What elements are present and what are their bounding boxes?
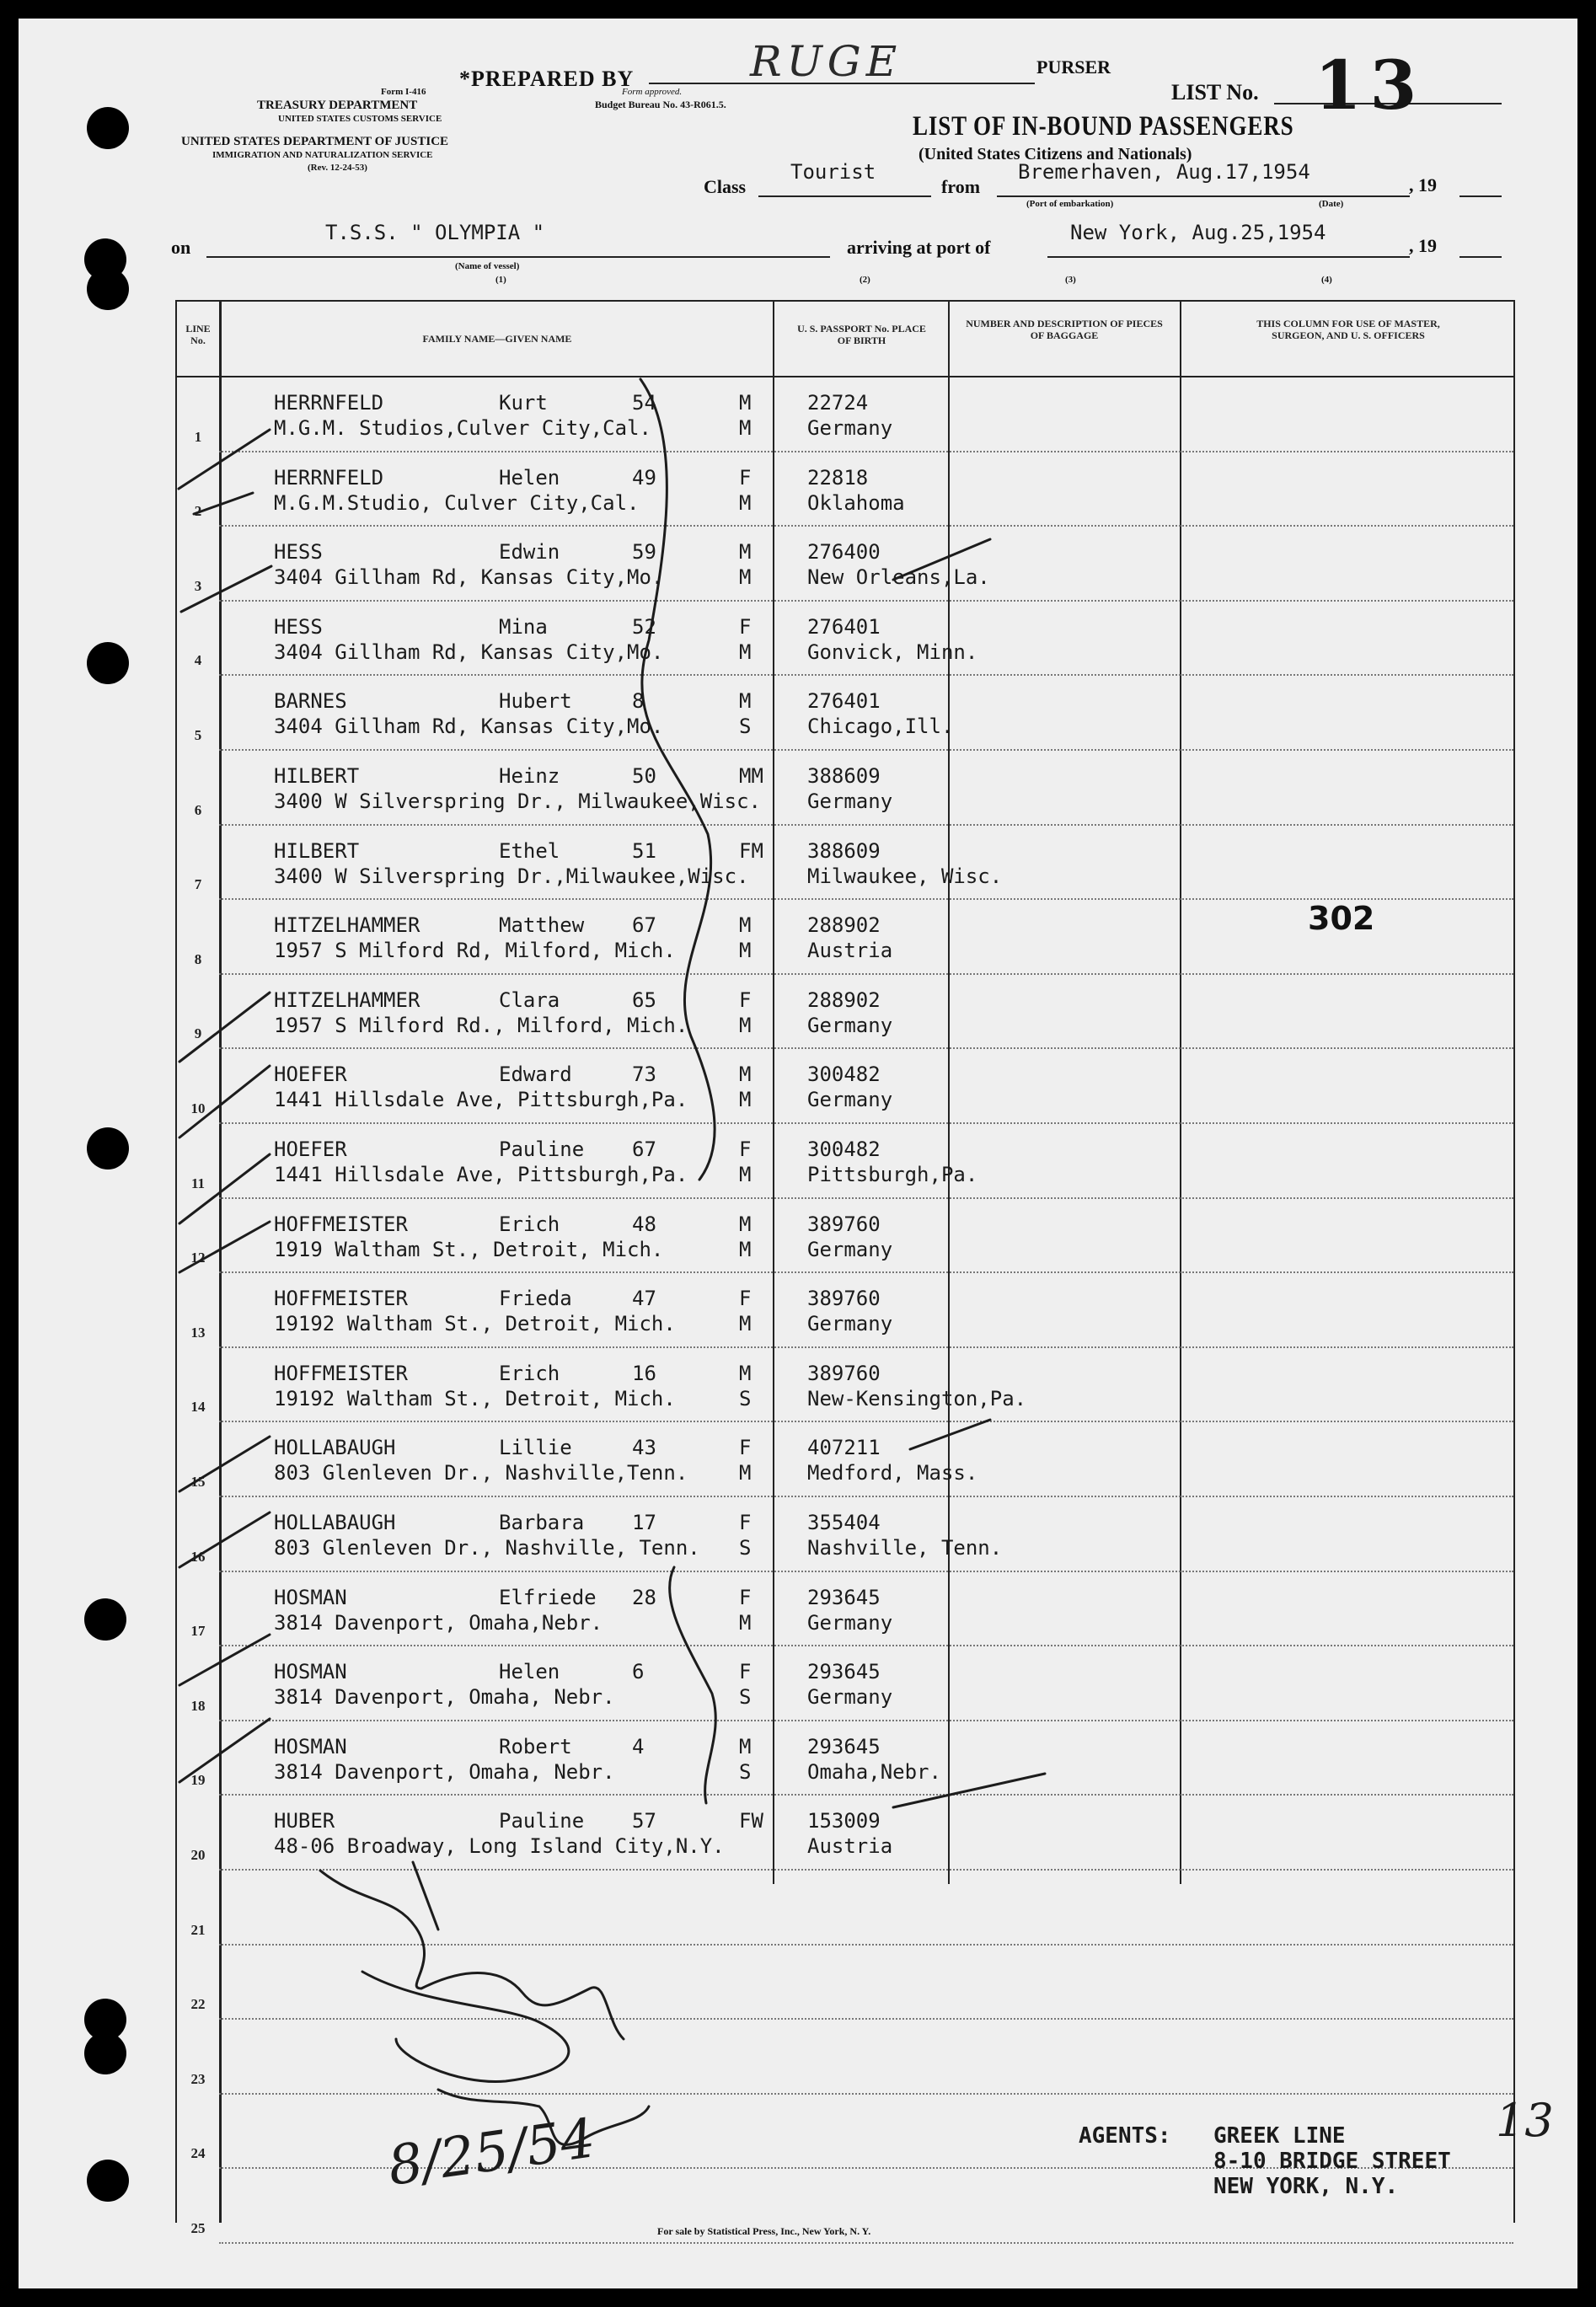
line-number: 2	[194, 503, 202, 520]
vessel-value: T.S.S. " OLYMPIA "	[325, 221, 545, 244]
customs-service: UNITED STATES CUSTOMS SERVICE	[278, 114, 442, 124]
passenger-birthplace: Pittsburgh,Pa.	[807, 1163, 978, 1186]
passenger-family: HESS	[274, 614, 323, 639]
passenger-birthplace: Omaha,Nebr.	[807, 1759, 941, 1784]
line-number: 14	[190, 1399, 206, 1416]
passenger-age: 17	[632, 1511, 656, 1534]
line-number: 21	[190, 1921, 206, 1938]
passenger-age: 8	[632, 689, 645, 714]
passenger-passport: 22724	[807, 391, 869, 415]
passenger-address: 19192 Waltham St., Detroit, Mich.	[274, 1312, 676, 1336]
line-number: 16	[190, 1548, 206, 1565]
handwritten-date: 8/25/54	[384, 2107, 599, 2198]
row-divider	[219, 1047, 1513, 1049]
date-label: (Date)	[1319, 199, 1344, 209]
line-number: 4	[194, 652, 202, 669]
passenger-age: 73	[632, 1063, 656, 1087]
passenger-birthplace: Germany	[807, 790, 893, 813]
treasury-dept: TREASURY DEPARTMENT	[257, 99, 418, 112]
passenger-given: Hubert	[499, 689, 572, 714]
passenger-birthplace: Germany	[807, 1088, 893, 1112]
passenger-birthplace: Germany	[807, 1610, 893, 1635]
list-no-value: 13	[1315, 45, 1426, 125]
row-divider	[219, 1944, 1513, 1946]
arriving-value: New York, Aug.25,1954	[1070, 221, 1326, 244]
class-value: Tourist	[790, 160, 876, 184]
passenger-given: Lillie	[499, 1436, 572, 1460]
row-divider	[219, 600, 1513, 602]
row-divider	[219, 2018, 1513, 2020]
year-line-2	[1459, 256, 1502, 258]
passenger-status: M	[739, 1312, 752, 1336]
table-header-border	[175, 376, 1515, 377]
line-number: 15	[190, 1474, 206, 1490]
header-officers: THIS COLUMN FOR USE OF MASTER, SURGEON, AND U. S. OFFICERS	[1256, 318, 1440, 341]
passenger-given: Mina	[499, 614, 548, 639]
passenger-sex: F	[739, 1585, 752, 1609]
officer-stamp: 302	[1308, 900, 1375, 937]
line-number: 5	[194, 727, 202, 743]
passenger-age: 4	[632, 1734, 645, 1758]
line-number: 24	[190, 2145, 206, 2162]
passenger-given: Helen	[499, 465, 560, 490]
passenger-given: Barbara	[499, 1511, 585, 1534]
line-number: 17	[190, 1623, 206, 1640]
document-subtitle: (United States Citizens and Nationals)	[919, 145, 1192, 163]
passenger-passport: 300482	[807, 1063, 881, 1087]
passenger-given: Matthew	[499, 913, 585, 938]
passenger-family: HOSMAN	[274, 1734, 347, 1758]
passenger-passport: 389760	[807, 1212, 881, 1236]
row-divider	[219, 1720, 1513, 1721]
line-number: 23	[190, 2070, 206, 2087]
passenger-family: HERRNFELD	[274, 465, 384, 490]
line-number: 10	[190, 1100, 206, 1116]
passenger-sex: F	[739, 988, 752, 1012]
passenger-given: Edwin	[499, 540, 560, 565]
immigration-service: IMMIGRATION AND NATURALIZATION SERVICE	[212, 150, 433, 160]
table-top-border	[175, 300, 1515, 302]
binder-hole	[87, 642, 129, 684]
passenger-sex: M	[739, 1734, 752, 1758]
passenger-address: 48-06 Broadway, Long Island City,N.Y.	[274, 1834, 725, 1859]
passenger-address: 1957 S Milford Rd, Milford, Mich.	[274, 939, 676, 963]
passenger-address: 3400 W Silverspring Dr.,Milwaukee,Wisc.	[274, 864, 749, 888]
line-number: 12	[190, 1250, 206, 1266]
passenger-family: HOFFMEISTER	[274, 1361, 408, 1385]
passenger-age: 16	[632, 1361, 656, 1385]
year-prefix-2: , 19	[1409, 235, 1437, 256]
passenger-birthplace: New-Kensington,Pa.	[807, 1386, 1027, 1410]
passenger-sex: M	[739, 1212, 752, 1236]
col-divider-line-no	[219, 300, 222, 2223]
list-no-label: LIST No.	[1171, 80, 1259, 104]
passenger-passport: 276400	[807, 540, 881, 565]
agents-label: AGENTS:	[1079, 2123, 1171, 2149]
binder-hole	[87, 1127, 129, 1170]
passenger-sex: F	[739, 614, 752, 639]
passenger-sex: F	[739, 1660, 752, 1684]
passenger-address: 803 Glenleven Dr., Nashville, Tenn.	[274, 1536, 700, 1560]
passenger-passport: 300482	[807, 1137, 881, 1161]
passenger-status: M	[739, 1088, 752, 1112]
header-name: FAMILY NAME—GIVEN NAME	[422, 333, 572, 345]
passenger-family: HOLLABAUGH	[274, 1511, 396, 1534]
passenger-family: HOLLABAUGH	[274, 1436, 396, 1460]
passenger-family: HOFFMEISTER	[274, 1287, 408, 1311]
binder-hole	[84, 1598, 126, 1641]
passenger-address: 803 Glenleven Dr., Nashville,Tenn.	[274, 1461, 688, 1485]
row-divider	[219, 1571, 1513, 1572]
passenger-sex: MM	[739, 764, 763, 788]
passenger-age: 51	[632, 838, 656, 863]
passenger-sex: M	[739, 1063, 752, 1087]
prepared-by-name: RUGE	[750, 37, 902, 86]
passenger-age: 6	[632, 1660, 645, 1684]
passenger-status: M	[739, 939, 752, 963]
agent-line-3: NEW YORK, N.Y.	[1213, 2174, 1399, 2199]
binder-hole	[87, 107, 129, 149]
passenger-passport: 388609	[807, 764, 881, 788]
passenger-family: HERRNFELD	[274, 391, 384, 415]
passenger-birthplace: Nashville, Tenn.	[807, 1536, 1003, 1560]
passenger-given: Pauline	[499, 1809, 585, 1833]
line-number: 8	[194, 950, 202, 967]
row-divider	[219, 973, 1513, 975]
port-embark-label: (Port of embarkation)	[1026, 199, 1114, 209]
passenger-status: S	[739, 1685, 752, 1710]
row-divider	[219, 1794, 1513, 1796]
line-number: 22	[190, 1996, 206, 2013]
passenger-status: S	[739, 1759, 752, 1784]
row-divider	[219, 824, 1513, 826]
passenger-address: 1919 Waltham St., Detroit, Mich.	[274, 1237, 664, 1261]
col-num-4: (4)	[1321, 275, 1332, 285]
vessel-col-num: (1)	[495, 275, 506, 285]
row-divider	[219, 2093, 1513, 2095]
row-divider	[219, 451, 1513, 452]
passenger-given: Edward	[499, 1063, 572, 1087]
passenger-status: M	[739, 640, 752, 664]
year-line-1	[1459, 195, 1502, 197]
passenger-birthplace: Germany	[807, 1013, 893, 1037]
passenger-passport: 288902	[807, 913, 881, 938]
passenger-sex: F	[739, 1137, 752, 1161]
passenger-passport: 407211	[807, 1436, 881, 1460]
line-number: 6	[194, 801, 202, 818]
row-divider	[219, 2242, 1513, 2244]
passenger-passport: 153009	[807, 1809, 881, 1833]
table-right-border	[1513, 300, 1515, 2223]
passenger-age: 49	[632, 465, 656, 490]
passenger-family: HOEFER	[274, 1063, 347, 1087]
passenger-age: 50	[632, 764, 656, 788]
passenger-passport: 276401	[807, 689, 881, 714]
passenger-sex: FM	[739, 838, 763, 863]
passenger-passport: 276401	[807, 614, 881, 639]
passenger-family: HITZELHAMMER	[274, 913, 420, 938]
page-mark: 13	[1496, 2094, 1554, 2147]
agent-line-1: GREEK LINE	[1213, 2123, 1346, 2149]
arriving-label: arriving at port of	[847, 237, 991, 258]
passenger-sex: F	[739, 1436, 752, 1460]
line-number: 20	[190, 1847, 206, 1863]
passenger-address: 3814 Davenport, Omaha, Nebr.	[274, 1685, 615, 1710]
passenger-address: 3404 Gillham Rd, Kansas City,Mo.	[274, 565, 664, 590]
passenger-status: S	[739, 1386, 752, 1410]
passenger-age: 47	[632, 1287, 656, 1311]
passenger-age: 43	[632, 1436, 656, 1460]
passenger-birthplace: New Orleans,La.	[807, 565, 990, 590]
passenger-address: 3400 W Silverspring Dr., Milwaukee,Wisc.	[274, 790, 761, 813]
line-number: 1	[194, 428, 202, 445]
from-value: Bremerhaven, Aug.17,1954	[1018, 160, 1310, 184]
row-divider	[219, 1869, 1513, 1871]
passenger-given: Heinz	[499, 764, 560, 788]
passenger-birthplace: Milwaukee, Wisc.	[807, 864, 1003, 888]
row-divider	[219, 749, 1513, 751]
passenger-passport: 389760	[807, 1287, 881, 1311]
passenger-family: HUBER	[274, 1809, 335, 1833]
passenger-birthplace: Germany	[807, 416, 893, 440]
binder-hole	[87, 268, 129, 310]
passenger-family: HILBERT	[274, 838, 360, 863]
passenger-address: 1441 Hillsdale Ave, Pittsburgh,Pa.	[274, 1088, 688, 1112]
row-divider	[219, 1346, 1513, 1348]
passenger-age: 52	[632, 614, 656, 639]
passenger-birthplace: Oklahoma	[807, 490, 905, 515]
line-number: 9	[194, 1025, 202, 1042]
prepared-by-label: *PREPARED BY	[459, 67, 635, 91]
passenger-address: 3814 Davenport, Omaha, Nebr.	[274, 1759, 615, 1784]
line-number: 25	[190, 2220, 206, 2236]
printer-credit: For sale by Statistical Press, Inc., New York, N. Y.	[657, 2225, 871, 2237]
passenger-family: HILBERT	[274, 764, 360, 788]
col-num-3: (3)	[1065, 275, 1076, 285]
line-number: 7	[194, 876, 202, 893]
passenger-family: HOSMAN	[274, 1585, 347, 1609]
passenger-birthplace: Austria	[807, 1834, 893, 1859]
passenger-sex: M	[739, 391, 752, 415]
passenger-sex: FW	[739, 1809, 763, 1833]
class-label: Class	[704, 176, 747, 197]
passenger-birthplace: Germany	[807, 1237, 893, 1261]
passenger-address: M.G.M. Studios,Culver City,Cal.	[274, 416, 651, 440]
header-baggage: NUMBER AND DESCRIPTION OF PIECES OF BAGGAGE	[966, 318, 1163, 341]
arriving-line	[1047, 256, 1410, 258]
row-divider	[219, 1122, 1513, 1124]
passenger-birthplace: Medford, Mass.	[807, 1461, 978, 1485]
passenger-passport: 22818	[807, 465, 869, 490]
passenger-address: 3404 Gillham Rd, Kansas City,Mo.	[274, 715, 664, 739]
passenger-age: 67	[632, 913, 656, 938]
passenger-family: HOSMAN	[274, 1660, 347, 1684]
passenger-status: M	[739, 1013, 752, 1037]
passenger-status: M	[739, 1610, 752, 1635]
passenger-passport: 293645	[807, 1734, 881, 1758]
line-number: 19	[190, 1772, 206, 1789]
form-number: Form I-416	[381, 87, 426, 97]
passenger-status: M	[739, 1163, 752, 1186]
passenger-sex: F	[739, 1511, 752, 1534]
passenger-birthplace: Germany	[807, 1312, 893, 1336]
row-divider	[219, 1645, 1513, 1646]
passenger-passport: 355404	[807, 1511, 881, 1534]
passenger-sex: M	[739, 913, 752, 938]
passenger-given: Erich	[499, 1212, 560, 1236]
passenger-family: HOFFMEISTER	[274, 1212, 408, 1236]
row-divider	[219, 674, 1513, 676]
passenger-age: 48	[632, 1212, 656, 1236]
passenger-family: HITZELHAMMER	[274, 988, 420, 1012]
passenger-status: M	[739, 416, 752, 440]
passenger-age: 54	[632, 391, 656, 415]
passenger-address: 1957 S Milford Rd., Milford, Mich.	[274, 1013, 688, 1037]
form-approved: Form approved.	[622, 87, 683, 97]
passenger-age: 57	[632, 1809, 656, 1833]
budget-bureau: Budget Bureau No. 43-R061.5.	[595, 99, 726, 110]
passenger-passport: 388609	[807, 838, 881, 863]
line-number: 13	[190, 1324, 206, 1341]
passenger-age: 67	[632, 1137, 656, 1161]
passenger-sex: M	[739, 1361, 752, 1385]
passenger-given: Elfriede	[499, 1585, 597, 1609]
passenger-sex: F	[739, 465, 752, 490]
binder-hole	[84, 2032, 126, 2074]
passenger-address: M.G.M.Studio, Culver City,Cal.	[274, 490, 640, 515]
passenger-status: M	[739, 1237, 752, 1261]
vessel-label: (Name of vessel)	[455, 261, 520, 271]
from-line	[997, 195, 1410, 197]
header-passport: U. S. PASSPORT No. PLACE OF BIRTH	[797, 323, 926, 346]
passenger-sex: M	[739, 540, 752, 565]
passenger-given: Helen	[499, 1660, 560, 1684]
vessel-line	[206, 256, 830, 258]
passenger-birthplace: Austria	[807, 939, 893, 963]
justice-dept: UNITED STATES DEPARTMENT OF JUSTICE	[181, 135, 449, 148]
passenger-birthplace: Gonvick, Minn.	[807, 640, 978, 664]
passenger-birthplace: Chicago,Ill.	[807, 715, 954, 739]
row-divider	[219, 1496, 1513, 1497]
passenger-address: 19192 Waltham St., Detroit, Mich.	[274, 1386, 676, 1410]
passenger-status: M	[739, 565, 752, 590]
revision-date: (Rev. 12-24-53)	[308, 163, 367, 173]
row-divider	[219, 1421, 1513, 1422]
passenger-given: Clara	[499, 988, 560, 1012]
document-title: LIST OF IN-BOUND PASSENGERS	[913, 111, 1294, 142]
passenger-status: M	[739, 1461, 752, 1485]
passenger-status: S	[739, 1536, 752, 1560]
from-label: from	[941, 176, 981, 197]
purser-label: PURSER	[1036, 56, 1111, 78]
passenger-status: M	[739, 490, 752, 515]
passenger-passport: 288902	[807, 988, 881, 1012]
on-label: on	[171, 237, 191, 258]
document-page	[19, 19, 1577, 2288]
line-number: 11	[190, 1175, 206, 1191]
year-prefix-1: , 19	[1409, 174, 1437, 195]
row-divider	[219, 525, 1513, 527]
passenger-passport: 389760	[807, 1361, 881, 1385]
passenger-age: 59	[632, 540, 656, 565]
passenger-sex: F	[739, 1287, 752, 1311]
passenger-family: HESS	[274, 540, 323, 565]
passenger-given: Pauline	[499, 1137, 585, 1161]
passenger-given: Kurt	[499, 391, 548, 415]
passenger-given: Erich	[499, 1361, 560, 1385]
passenger-family: BARNES	[274, 689, 347, 714]
binder-hole	[87, 2160, 129, 2202]
passenger-given: Frieda	[499, 1287, 572, 1311]
passenger-passport: 293645	[807, 1585, 881, 1609]
passenger-birthplace: Germany	[807, 1685, 893, 1710]
passenger-given: Ethel	[499, 838, 560, 863]
passenger-sex: M	[739, 689, 752, 714]
passenger-family: HOEFER	[274, 1137, 347, 1161]
passenger-age: 65	[632, 988, 656, 1012]
line-number: 18	[190, 1697, 206, 1714]
passenger-age: 28	[632, 1585, 656, 1609]
passenger-address: 3814 Davenport, Omaha,Nebr.	[274, 1610, 603, 1635]
agent-line-2: 8-10 BRIDGE STREET	[1213, 2149, 1451, 2174]
line-number: 3	[194, 577, 202, 594]
row-divider	[219, 1197, 1513, 1199]
passenger-given: Robert	[499, 1734, 572, 1758]
header-line-no: LINE No.	[185, 323, 211, 346]
col-num-2: (2)	[860, 275, 870, 285]
passenger-address: 3404 Gillham Rd, Kansas City,Mo.	[274, 640, 664, 664]
passenger-address: 1441 Hillsdale Ave, Pittsburgh,Pa.	[274, 1163, 688, 1186]
class-line	[758, 195, 931, 197]
passenger-status: S	[739, 715, 752, 739]
passenger-passport: 293645	[807, 1660, 881, 1684]
row-divider	[219, 1271, 1513, 1273]
